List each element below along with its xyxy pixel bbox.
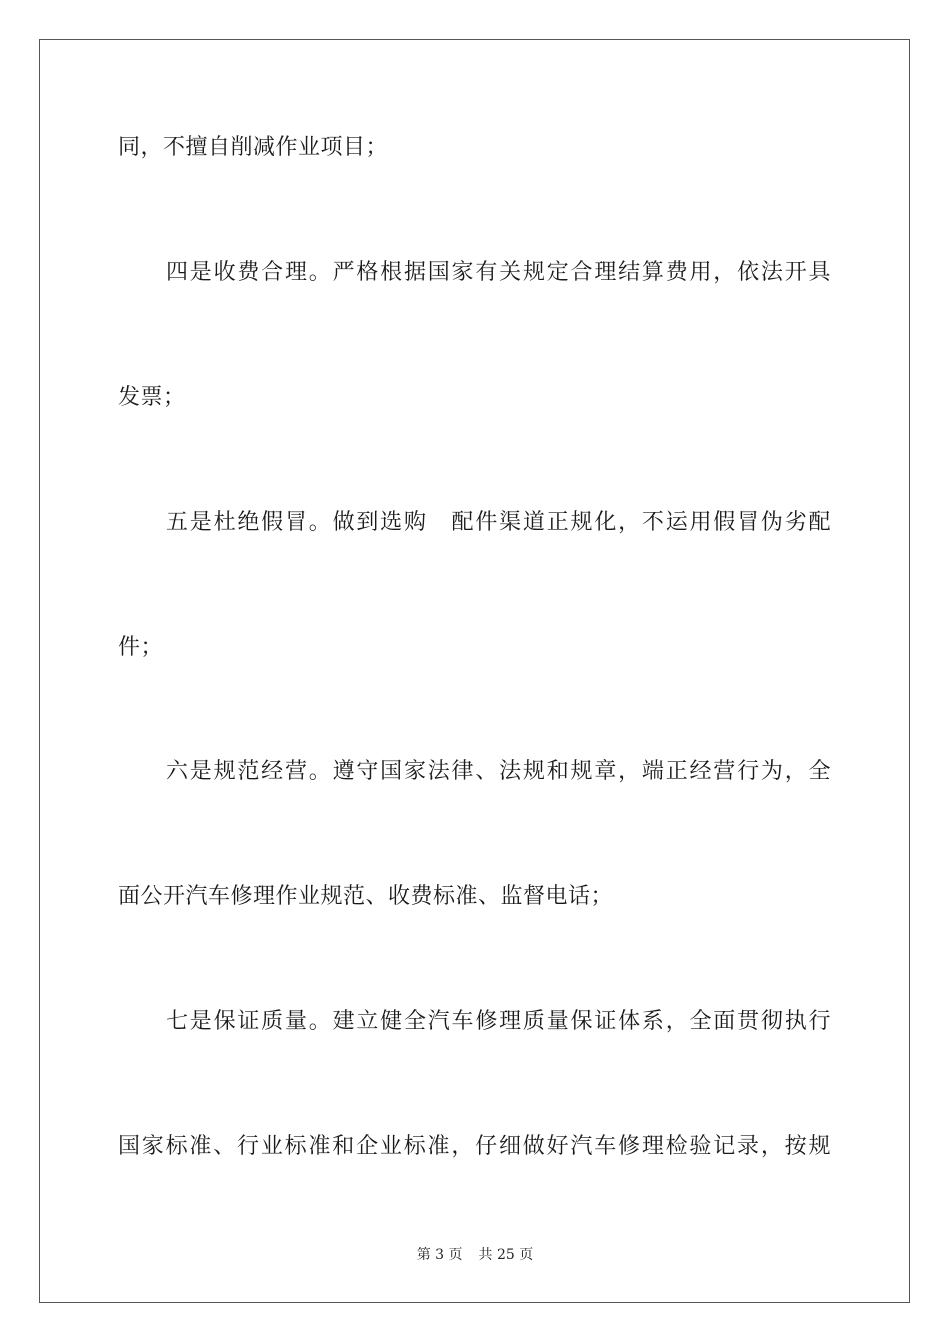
page-border bbox=[39, 39, 910, 1303]
text-line: 四是收费合理。严格根据国家有关规定合理结算费用，依法开具 bbox=[166, 260, 831, 285]
page-footer bbox=[0, 1246, 950, 1264]
text-line: 国家标准、行业标准和企业标准，仔细做好汽车修理检验记录，按规 bbox=[118, 1134, 831, 1159]
text-line: 五是杜绝假冒。做到选购 配件渠道正规化，不运用假冒伪劣配 bbox=[166, 510, 831, 535]
text-line: 发票； bbox=[118, 385, 186, 410]
page-total: 共 25 页 bbox=[478, 1247, 534, 1263]
text-line: 六是规范经营。遵守国家法律、法规和规章，端正经营行为，全 bbox=[166, 759, 831, 784]
text-line: 七是保证质量。建立健全汽车修理质量保证体系，全面贯彻执行 bbox=[166, 1009, 831, 1034]
page-number: 第 3 页 bbox=[416, 1247, 463, 1263]
text-line: 同，不擅自削减作业项目； bbox=[118, 135, 389, 160]
text-line: 面公开汽车修理作业规范、收费标准、监督电话； bbox=[118, 884, 614, 909]
text-line: 件； bbox=[118, 635, 164, 660]
